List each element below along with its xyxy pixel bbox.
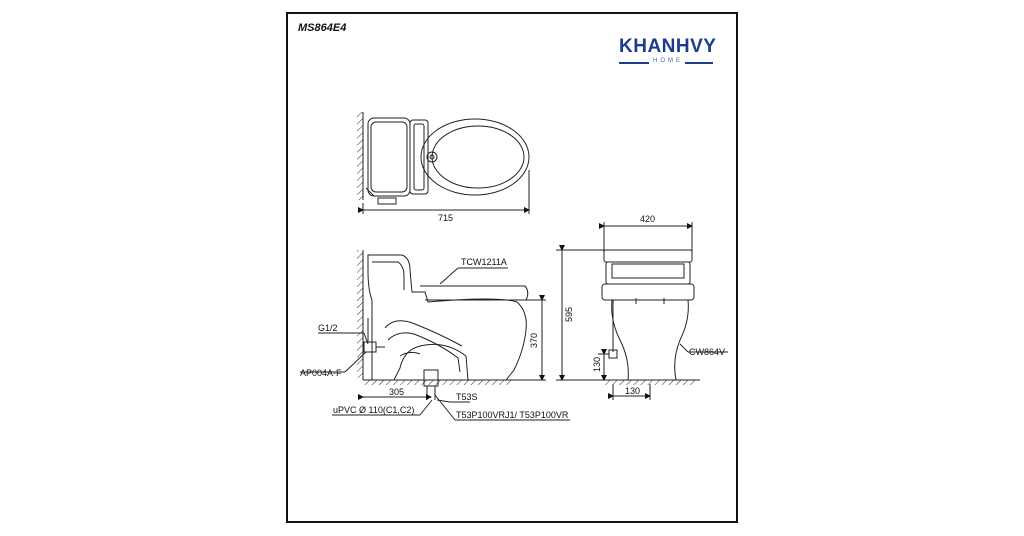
top-view [357, 112, 529, 214]
seat-model-label: TCW1211A [461, 257, 507, 267]
top-tank-inner [371, 122, 407, 192]
top-length-label: 715 [438, 213, 454, 223]
front-seat-lid [604, 250, 692, 262]
inlet-label: G1/2 [318, 323, 338, 333]
side-seat [420, 286, 528, 300]
valve-label: AP004A-F [300, 368, 342, 378]
front-pedestal [612, 300, 689, 380]
front-view [556, 222, 728, 400]
model-code: MS864E4 [298, 22, 347, 34]
top-foot [378, 198, 396, 204]
seat-leader [440, 268, 458, 284]
brand-sub: HOME [653, 58, 683, 64]
front-width-label: 420 [640, 214, 656, 224]
side-trap-lower [388, 333, 460, 372]
brand-name: KHANHVY [619, 36, 717, 57]
front-inlet-height-label: 130 [592, 356, 602, 372]
side-wall-hatch [357, 250, 363, 378]
adapter-label: T53P100VRJ1/ T53P100VR [456, 410, 569, 420]
top-wall-hatch [357, 112, 363, 200]
rough-in-label: 305 [389, 387, 405, 397]
front-tank-inner [612, 264, 684, 278]
body-model-label: CW864V [689, 347, 726, 357]
side-trap-curve [400, 352, 420, 356]
flange-label: T53S [456, 392, 478, 402]
pipe-leader [420, 400, 432, 415]
adapter-leader [435, 395, 455, 420]
side-trap-upper [385, 321, 462, 346]
body-leader [680, 344, 688, 352]
top-bowl-inner [432, 126, 524, 188]
top-seat-hinge [410, 120, 428, 194]
front-height-label: 595 [564, 306, 574, 322]
front-seat [602, 284, 694, 300]
height-370-label: 370 [529, 332, 539, 348]
top-tank [368, 118, 410, 196]
front-inlet-offset-label: 130 [625, 386, 641, 396]
side-tank-inner [372, 262, 404, 290]
pipe-label: uPVC Ø 110(C1,C2) [333, 405, 415, 415]
inlet-valve-body [364, 342, 376, 352]
top-seat-hinge-inner [414, 124, 424, 190]
side-body-outline [368, 255, 526, 380]
front-tank [606, 262, 690, 284]
